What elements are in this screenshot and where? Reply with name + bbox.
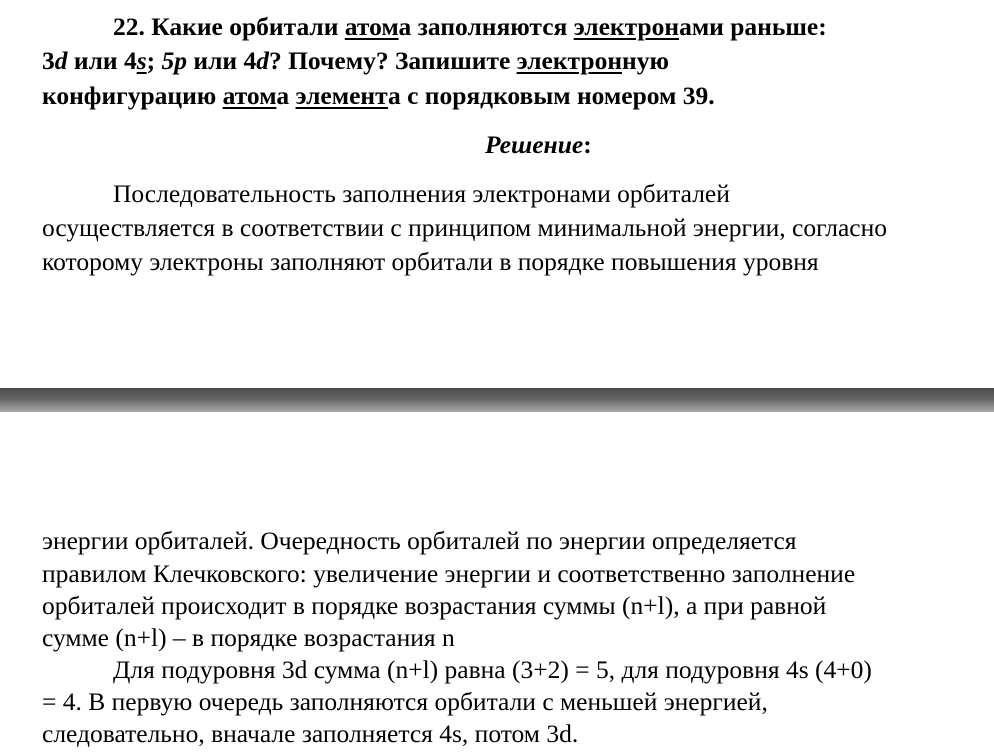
problem-text: ? Почему? Запишите bbox=[268, 46, 517, 75]
problem-text: ную bbox=[622, 46, 669, 75]
solution-heading bbox=[485, 128, 592, 162]
page-break-bar bbox=[0, 388, 994, 412]
underlined-term: элемент bbox=[295, 81, 388, 110]
lower-paragraph-line: Для подуровня 3d сумма (n+l) равна (3+2) = 5, для подуровня 4s (4+0) bbox=[113, 655, 872, 684]
upper-paragraph-line: Последовательность заполнения электронами орбиталей bbox=[113, 179, 730, 208]
italic-term: 5p bbox=[161, 46, 188, 75]
underlined-term: электрон bbox=[516, 46, 623, 75]
problem-line-3 bbox=[42, 79, 715, 113]
problem-line-1 bbox=[113, 10, 827, 44]
problem-text: конфигурацию bbox=[42, 81, 223, 110]
lower-paragraph-line: = 4. В первую очередь заполняются орбитали с меньшей энергией, bbox=[42, 687, 768, 716]
problem-text: а с порядковым номером 39. bbox=[387, 81, 715, 110]
upper-paragraph-line: осуществляется в соответствии с принципом минимальной энергии, согласно bbox=[42, 213, 887, 242]
lower-paragraph-line: следовательно, вначале заполняется 4s, потом 3d. bbox=[42, 719, 579, 748]
problem-text: 22. Какие орбитали bbox=[113, 12, 345, 41]
italic-term: d bbox=[256, 46, 269, 75]
problem-line-2 bbox=[42, 44, 669, 78]
underlined-term: электрон bbox=[573, 12, 680, 41]
italic-term: d bbox=[54, 46, 68, 75]
lower-paragraph-line: энергии орбиталей. Очередность орбиталей по энергии определяется bbox=[42, 526, 797, 555]
problem-text: ; bbox=[146, 46, 162, 75]
solution-heading-colon: : bbox=[583, 130, 592, 159]
solution-heading-text: Решение bbox=[485, 130, 584, 159]
lower-paragraph-line: правилом Клечковского: увеличение энергии и соответственно заполнение bbox=[42, 559, 856, 588]
problem-text: или 4 bbox=[187, 46, 257, 75]
lower-paragraph-line: сумме (n+l) – в порядке возрастания n bbox=[42, 623, 455, 652]
upper-paragraph-line: которому электроны заполняют орбитали в порядке повышения уровня bbox=[42, 247, 819, 276]
underlined-term: атом bbox=[344, 12, 399, 41]
problem-text: 3 bbox=[42, 46, 55, 75]
problem-text: а заполняются bbox=[398, 12, 574, 41]
page-lower-section bbox=[0, 412, 994, 755]
problem-text: или 4 bbox=[67, 46, 137, 75]
underlined-term: атом bbox=[222, 81, 277, 110]
problem-text: ами раньше: bbox=[679, 12, 827, 41]
underlined-term: s bbox=[136, 46, 147, 75]
problem-text: а bbox=[276, 81, 296, 110]
lower-paragraph-line: орбиталей происходит в порядке возрастания суммы (n+l), а при равной bbox=[42, 591, 827, 620]
